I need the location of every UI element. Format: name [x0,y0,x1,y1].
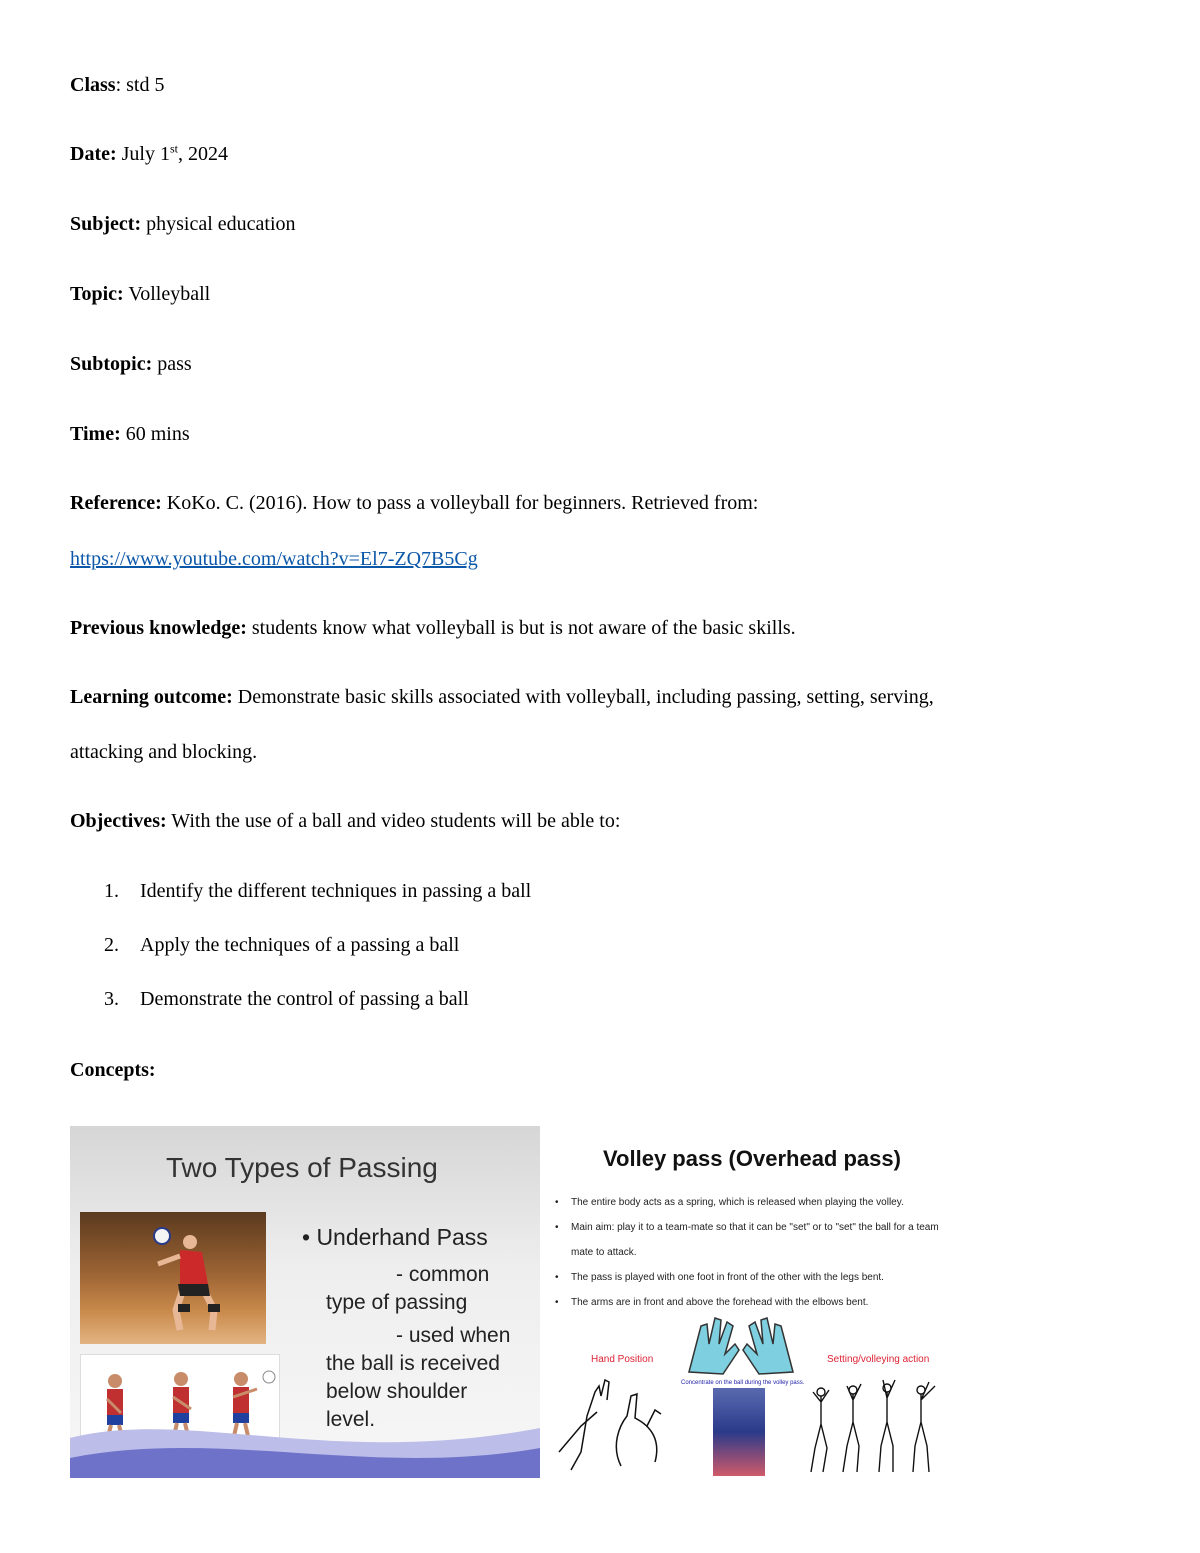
learning-outcome-line-2 [70,741,257,764]
volley-pass-slide [545,1126,945,1478]
objectives-line [70,810,620,833]
time-value: 60 mins [120,423,190,445]
decorative-wave [70,1398,540,1478]
date-label: Date: [70,143,117,165]
underhand-pass-slide [70,1126,540,1478]
subtopic-value: pass [152,353,192,375]
underhand-pass-bullet: • Underhand Pass [302,1224,488,1250]
learning-outcome-label: Learning outcome: [70,686,233,708]
class-value: : std 5 [115,74,165,96]
player-photo [713,1388,765,1476]
slide1-text-line: type of passing [326,1291,468,1314]
list-item: • The entire body acts as a spring, which is released when playing the volley. [565,1190,945,1215]
class-line [70,74,164,97]
learning-outcome-line [70,686,934,709]
hand-position-label: Hand Position [591,1354,654,1365]
subject-label: Subject: [70,213,142,235]
reference-url-line [70,548,478,571]
date-superscript: st [169,141,178,156]
concepts-line [70,1059,156,1082]
objective-number: 1. [104,880,119,902]
objective-text: Demonstrate the control of passing a ball [140,988,469,1010]
slide2-title: Volley pass (Overhead pass) [603,1146,901,1171]
time-label: Time: [70,423,121,445]
subject-value: physical education [141,213,296,235]
slide1-text-line: - common [396,1263,490,1286]
reference-link[interactable]: https://www.youtube.com/watch?v=El7-ZQ7B5Cg [70,548,478,570]
learning-outcome-text: Demonstrate basic skills associated with volleyball, including passing, setting, serving, [232,686,934,708]
subtopic-line [70,353,192,376]
date-line [70,143,228,166]
list-item: • The pass is played with one foot in front of the other with the legs bent. [565,1265,945,1290]
slide1-text-line: level. [326,1408,376,1431]
previous-knowledge-label: Previous knowledge: [70,617,247,639]
objectives-label: Objectives: [70,810,167,832]
reference-line [70,492,758,515]
subtopic-label: Subtopic: [70,353,153,375]
objective-item [104,934,459,957]
concepts-label: Concepts: [70,1059,156,1081]
topic-line [70,283,210,306]
concentrate-caption: Concentrate on the ball during the volley pass. [681,1380,805,1386]
class-label: Class [70,74,116,96]
reference-label: Reference: [70,492,162,514]
volleying-action-sketch-icon [807,1378,943,1476]
objectives-intro: With the use of a ball and video students will be able to: [166,810,621,832]
objective-text: Identify the different techniques in passing a ball [140,880,532,902]
player-figure-icon [80,1212,266,1344]
objective-item [104,880,531,903]
topic-value: Volleyball [123,283,211,305]
objective-number: 3. [104,988,119,1010]
date-year: , 2024 [178,143,228,165]
date-value: July 1 [116,143,170,165]
volley-pass-list [551,1190,945,1315]
objective-item [104,988,469,1011]
previous-knowledge-line [70,617,796,640]
time-line [70,423,190,446]
slide1-text-line: - used when [396,1324,511,1347]
list-item: • The arms are in front and above the forehead with the elbows bent. [565,1290,945,1315]
objective-text: Apply the techniques of a passing a ball [140,934,460,956]
player-photo [80,1212,266,1344]
subject-line [70,213,296,236]
slide1-title: Two Types of Passing [166,1152,438,1183]
hand-position-sketch-icon [551,1366,681,1478]
hands-icon [681,1314,801,1380]
topic-label: Topic: [70,283,124,305]
slide1-text-line: below shoulder [326,1380,468,1403]
slide1-text-line: the ball is received [326,1352,500,1375]
learning-outcome-text-2: attacking and blocking. [70,741,258,763]
previous-knowledge-text: students know what volleyball is but is not aware of the basic skills. [246,617,796,639]
objective-number: 2. [104,934,119,956]
reference-text: KoKo. C. (2016). How to pass a volleyball for beginners. Retrieved from: [161,492,759,514]
list-item: • Main aim: play it to a team-mate so that it can be "set" or to "set" the ball for a team mate to attack. [565,1215,945,1265]
setting-action-label: Setting/volleying action [827,1354,930,1365]
